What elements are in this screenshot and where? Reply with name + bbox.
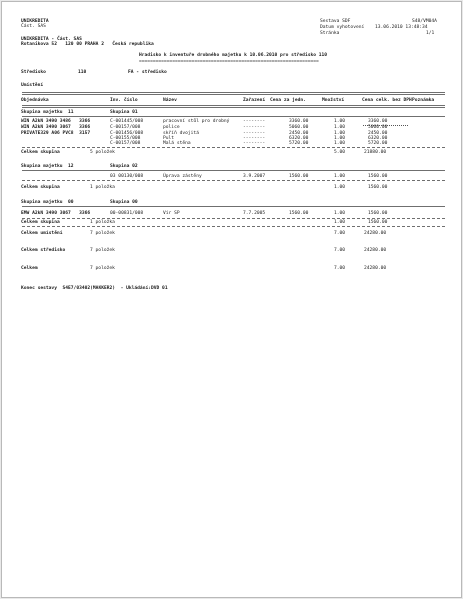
row-price: 6320.00 <box>289 136 309 141</box>
row-total: 5720.00 <box>368 141 388 146</box>
row-date: -------- <box>243 131 266 136</box>
col-date: Zařazení <box>243 98 266 103</box>
row-price: 2450.00 <box>289 131 309 136</box>
group-header-right: Skupina 00 <box>110 200 138 205</box>
group-header-right: Skupina 02 <box>110 164 138 169</box>
col-total: Cena celk. bez DPH <box>362 98 412 103</box>
group-header-left: Skupina majetku 00 <box>21 200 74 205</box>
group-total-sum: 21880.00 <box>364 150 387 155</box>
row-price: 1560.00 <box>289 174 309 179</box>
row-total: 5060.00 <box>368 125 388 130</box>
row-date: 7.7.2005 <box>243 211 266 216</box>
summary-total-qty: 7.00 <box>334 248 346 253</box>
summary-rule <box>22 226 445 227</box>
row-price: 1560.00 <box>289 211 309 216</box>
row-total: 3360.00 <box>368 119 388 124</box>
header-r3-label: Stránka <box>320 31 340 36</box>
group-total-count: 1 položka <box>90 220 115 225</box>
group-total-count: 5 položek <box>90 150 115 155</box>
group-total-sum: 1560.00 <box>368 220 388 225</box>
row-name: Vír SP <box>163 211 180 216</box>
col-note: Poznámka <box>412 98 435 103</box>
summary-total-label: Celkem středisko <box>21 248 66 253</box>
row-date: -------- <box>243 136 266 141</box>
center-label: Středisko <box>21 70 46 75</box>
company-address: Rotanikova 52 120 00 PRAHA 2 Česká republika <box>21 42 154 47</box>
summary-total-label: Celkem <box>21 266 38 271</box>
group-rule <box>22 180 445 181</box>
row-inv: C-001445/008 <box>110 119 144 124</box>
row-name: Malá stěna <box>163 141 191 146</box>
row-inv: C-00157/008 <box>110 141 141 146</box>
summary-total-sum: 24280.00 <box>364 231 387 236</box>
group-header-left: Skupina majetku 12 <box>21 164 74 169</box>
row-qty: 1.00 <box>334 119 346 124</box>
row-name: Úprava zástěny <box>163 174 202 179</box>
group-rule <box>22 206 445 207</box>
summary-total-sum: 24280.00 <box>364 248 387 253</box>
row-name: Pult <box>163 136 175 141</box>
header-r2-value: 13.06.2010 13:48:34 <box>375 25 428 30</box>
group-total-qty: 5.00 <box>334 150 346 155</box>
header-r2-label: Datum vyhotovení <box>320 25 365 30</box>
row-name: police <box>163 125 180 130</box>
row-qty: 1.00 <box>334 125 346 130</box>
group-rule <box>22 218 445 219</box>
row-total: 6320.00 <box>368 136 388 141</box>
row-date: -------- <box>243 119 266 124</box>
group-total-count: 1 položka <box>90 185 115 190</box>
group-rule <box>22 116 445 117</box>
row-price: 5720.00 <box>289 141 309 146</box>
col-inv: Inv. číslo <box>110 98 138 103</box>
row-order: WIN A2kN 3490 3067 3366 <box>21 125 91 130</box>
header-rule-top <box>22 92 445 95</box>
row-inv: 03 00130/008 <box>110 174 144 179</box>
header-r1-value: S48/VM04A <box>412 19 437 24</box>
row-date: -------- <box>243 141 266 146</box>
group-total-sum: 1560.00 <box>368 185 388 190</box>
row-total: 1560.00 <box>368 174 388 179</box>
section-label: Umístění <box>21 83 44 88</box>
row-order: EMW A2kN 3490 3067 3366 <box>21 211 91 216</box>
report-page <box>1 1 462 598</box>
report-title: Hradisko k inventuře drobného majetku k 10.06.2010 pro středisko 110 <box>139 53 328 58</box>
report-footer: Konec sestavy S4E7/03402(MAKKER2) - Ukládání:DVD 01 <box>21 286 168 291</box>
row-qty: 1.00 <box>334 131 346 136</box>
row-total: 2450.00 <box>368 131 388 136</box>
group-rule <box>22 170 445 171</box>
row-inv: 00-00831/008 <box>110 211 144 216</box>
col-order: Objednávka <box>21 98 49 103</box>
row-price: 3360.00 <box>289 119 309 124</box>
summary-total-sum: 24280.00 <box>364 266 387 271</box>
row-name: skříň dvojitá <box>163 131 199 136</box>
row-qty: 1.00 <box>334 174 346 179</box>
group-rule <box>22 147 445 148</box>
row-qty: 1.00 <box>334 211 346 216</box>
company-full: UNIKREDITA - Část. SAS <box>21 37 82 42</box>
group-header-left: Skupina majetku 11 <box>21 110 74 115</box>
row-qty: 1.00 <box>334 136 346 141</box>
row-qty: 1.00 <box>334 141 346 146</box>
summary-total-count: 7 položek <box>90 248 115 253</box>
row-name: pracovní stůl pro drobný <box>163 119 230 124</box>
center-code: 110 <box>78 70 87 75</box>
group-total-qty: 1.00 <box>334 220 346 225</box>
summary-total-qty: 7.00 <box>334 266 346 271</box>
summary-total-qty: 7.00 <box>334 231 346 236</box>
row-total: 1560.00 <box>368 211 388 216</box>
row-inv: C-00155/008 <box>110 136 141 141</box>
col-name: Název <box>163 98 177 103</box>
group-total-label: Celkem skupina <box>21 185 60 190</box>
group-total-qty: 1.00 <box>334 185 346 190</box>
group-total-label: Celkem skupina <box>21 220 60 225</box>
col-price: Cena za jedn. <box>270 98 306 103</box>
summary-total-count: 7 položek <box>90 231 115 236</box>
center-name: FA - středisko <box>128 70 167 75</box>
row-inv: C-001456/008 <box>110 131 144 136</box>
header-rule-bottom <box>22 105 445 108</box>
company-sub: Část. SAS <box>21 24 46 29</box>
report-title-underline: ================================================================= <box>139 59 319 64</box>
header-r3-value: 1/1 <box>426 31 435 36</box>
row-order: WIN A2kN 3490 3486 3366 <box>21 119 91 124</box>
col-qty: Množství <box>322 98 345 103</box>
header-r1-label: Sestava SDF <box>320 19 351 24</box>
group-header-right: Skupina 01 <box>110 110 138 115</box>
summary-total-count: 7 položek <box>90 266 115 271</box>
company-short: UNIKREDITA <box>21 19 49 24</box>
row-price: 5060.00 <box>289 125 309 130</box>
group-total-label: Celkem skupina <box>21 150 60 155</box>
row-date: -------- <box>243 125 266 130</box>
row-date: 3.9.2007 <box>243 174 266 179</box>
row-inv: C-00157/008 <box>110 125 141 130</box>
summary-total-label: Celkem umístění <box>21 231 63 236</box>
row-order: PRIVATE329 A06 PVC8 3157 <box>21 131 91 136</box>
